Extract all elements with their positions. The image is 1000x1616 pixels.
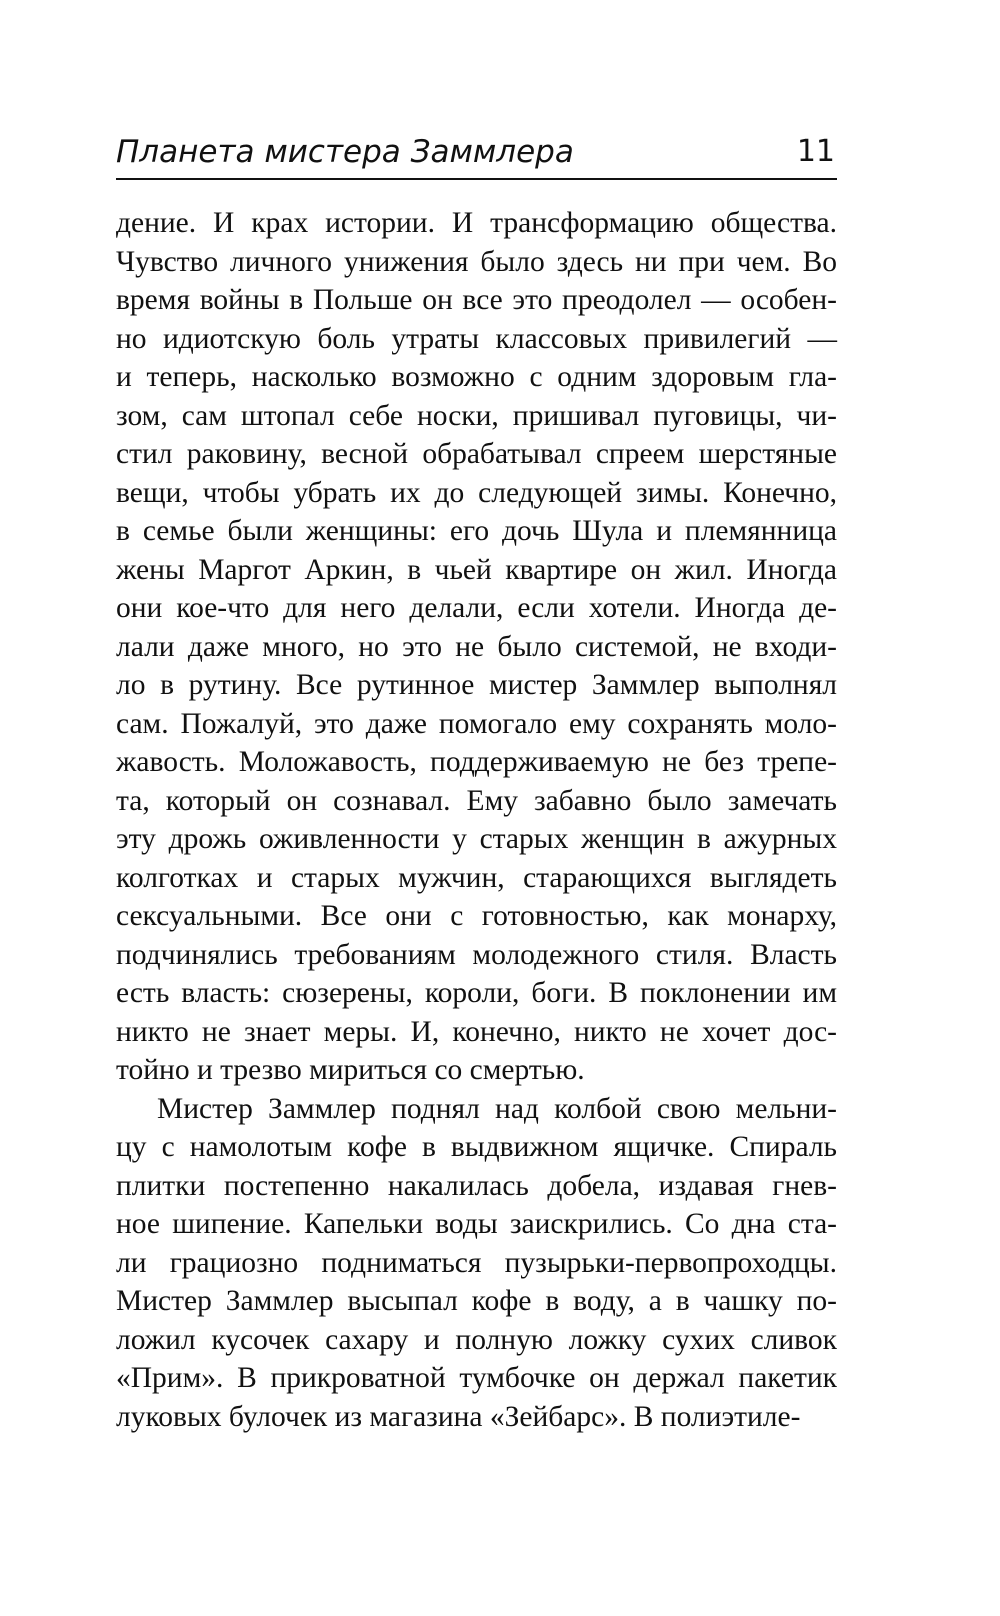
running-header — [116, 126, 837, 180]
text-line: подчинялись требованиям молодежного стиля. Власть — [116, 938, 837, 971]
text-line: Чувство личного унижения было здесь ни при чем. Во — [116, 245, 837, 278]
text-line: та, который он сознавал. Ему забавно было замечать — [116, 784, 837, 817]
text-line: зом, сам штопал себе носки, пришивал пуговицы, чи- — [116, 399, 837, 432]
text-line: тойно и трезво мириться со смертью. — [116, 1054, 585, 1086]
book-page — [116, 0, 837, 1616]
text-line: стил раковину, весной обрабатывал спреем шерстяные — [116, 438, 837, 470]
text-line: ло в рутину. Все рутинное мистер Заммлер выполнял — [116, 669, 837, 701]
text-line: ложил кусочек сахару и полную ложку сухих сливок — [116, 1323, 837, 1356]
text-line: и теперь, насколько возможно с одним здоровым гла- — [116, 361, 837, 393]
text-line: плитки постепенно накалилась добела, издавая гнев- — [116, 1169, 837, 1202]
text-line: Мистер Заммлер высыпал кофе в воду, а в чашку по- — [116, 1285, 837, 1317]
text-line: в семье были женщины: его дочь Шула и племянница — [116, 515, 837, 547]
text-line: но идиотскую боль утраты классовых привилегий — — [116, 322, 837, 355]
text-line: ное шипение. Капельки воды заискрились. Со дна ста- — [116, 1208, 837, 1240]
text-line: цу с намолотым кофе в выдвижном ящичке. Спираль — [116, 1131, 837, 1163]
text-line: никто не знает меры. И, конечно, никто не хочет дос- — [116, 1015, 837, 1048]
text-line: лали даже много, но это не было системой, не входи- — [116, 630, 837, 663]
text-line: время войны в Польше он все это преодолел — особен- — [116, 284, 837, 316]
paragraph — [116, 204, 837, 1090]
body-text — [116, 204, 837, 1436]
running-title: Планета мистера Заммлера — [116, 134, 574, 170]
text-line: жавость. Моложавость, поддерживаемую не без трепе- — [116, 746, 837, 778]
text-line: колготках и старых мужчин, старающихся выглядеть — [116, 861, 837, 894]
paragraph — [116, 1090, 837, 1437]
text-line: есть власть: сюзерены, короли, боги. В поклонении им — [116, 977, 837, 1009]
text-line: сам. Пожалуй, это даже помогало ему сохранять моло- — [116, 707, 837, 740]
text-line: жены Маргот Аркин, в чьей квартире он жил. Иногда — [116, 553, 837, 586]
text-line: эту дрожь оживленности у старых женщин в ажурных — [116, 823, 837, 855]
text-line: дение. И крах истории. И трансформацию общества. — [116, 207, 837, 239]
page-number: 11 — [796, 134, 835, 169]
text-line: они кое-что для него делали, если хотели. Иногда де- — [116, 592, 837, 624]
text-line: луковых булочек из магазина «Зейбарс». В полиэтиле- — [116, 1400, 801, 1433]
text-line: сексуальными. Все они с готовностью, как монарху, — [116, 900, 837, 932]
text-line: Мистер Заммлер поднял над колбой свою мельни- — [157, 1092, 837, 1125]
text-line: вещи, чтобы убрать их до следующей зимы. Конечно, — [116, 476, 837, 509]
text-line: ли грациозно подниматься пузырьки-первопроходцы. — [116, 1246, 837, 1279]
text-line: «Прим». В прикроватной тумбочке он держал пакетик — [116, 1362, 837, 1394]
